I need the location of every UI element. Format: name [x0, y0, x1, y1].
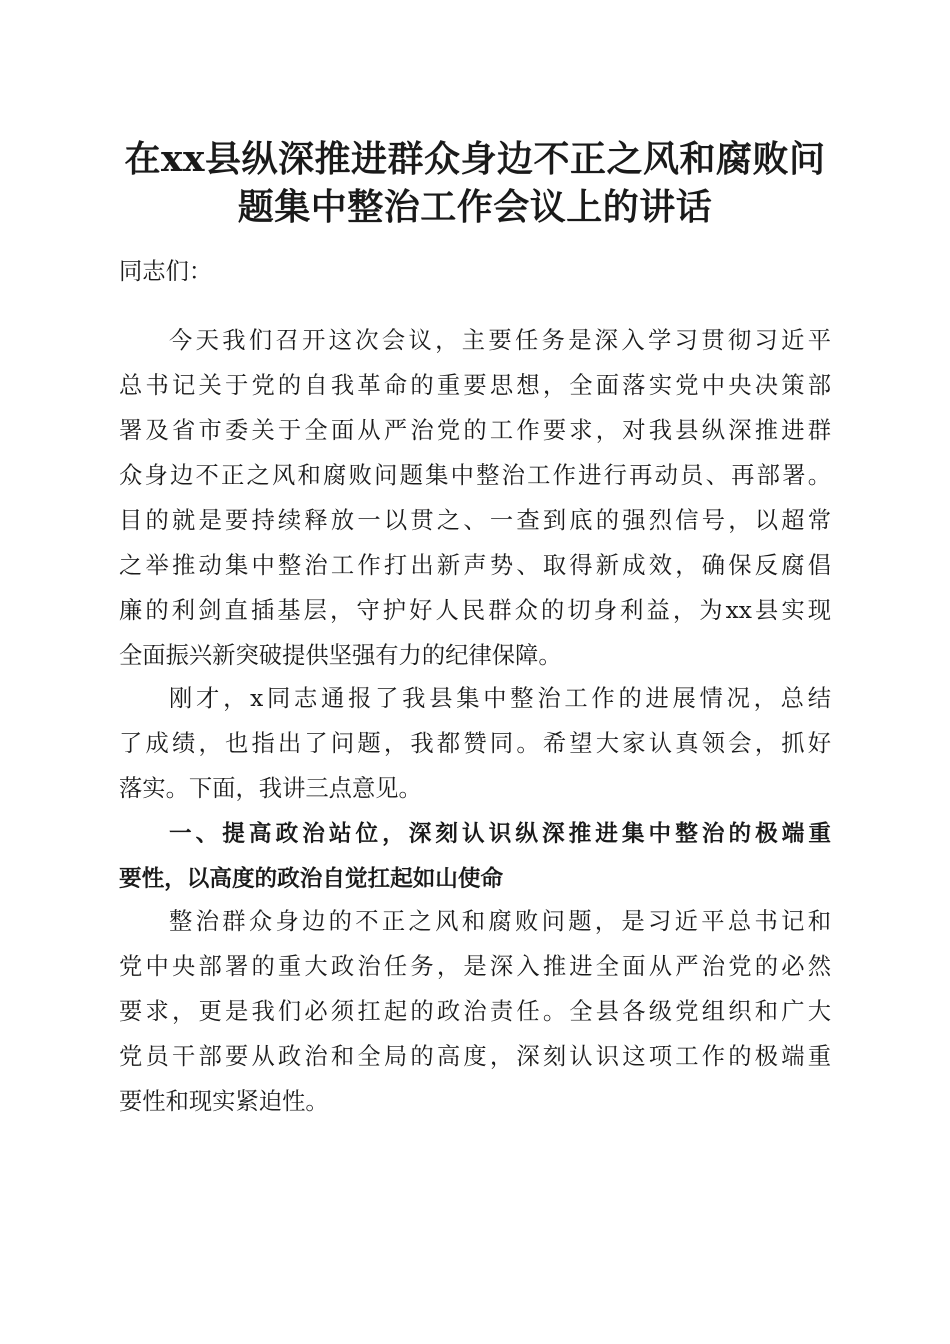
paragraph-3-line: 整治群众身边的不正之风和腐败问题，是习近平总书记和: [169, 908, 831, 935]
paragraph-3-line: 党员干部要从政治和全局的高度，深刻认识这项工作的极端重: [119, 1043, 831, 1070]
paragraph-3-line: 党中央部署的重大政治任务，是深入推进全面从严治党的必然: [119, 953, 831, 980]
paragraph-1-line: 总书记关于党的自我革命的重要思想，全面落实党中央决策部: [119, 372, 831, 399]
paragraph-3-line: 要求，更是我们必须扛起的政治责任。全县各级党组织和广大: [119, 998, 831, 1025]
paragraph-3-line: 要性和现实紧迫性。: [119, 1088, 329, 1115]
document-title-line-1: 在xx县纵深推进群众身边不正之风和腐败问: [124, 138, 826, 180]
paragraph-1-line: 署及省市委关于全面从严治党的工作要求，对我县纵深推进群: [119, 417, 831, 444]
paragraph-1-line: 目的就是要持续释放一以贯之、一查到底的强烈信号，以超常: [119, 507, 831, 534]
paragraph-2-line: 落实。下面，我讲三点意见。: [119, 775, 422, 802]
paragraph-2-line: 刚才，x同志通报了我县集中整治工作的进展情况，总结: [169, 685, 831, 712]
paragraph-1-line: 众身边不正之风和腐败问题集中整治工作进行再动员、再部署。: [119, 462, 831, 489]
paragraph-1-line: 今天我们召开这次会议，主要任务是深入学习贯彻习近平: [169, 327, 831, 354]
salutation: 同志们：: [119, 258, 213, 285]
paragraph-1-line: 全面振兴新突破提供坚强有力的纪律保障。: [119, 642, 562, 669]
paragraph-1-line: 廉的利剑直插基层，守护好人民群众的切身利益，为xx县实现: [119, 597, 831, 624]
paragraph-2-line: 了成绩，也指出了问题，我都赞同。希望大家认真领会，抓好: [119, 730, 831, 757]
section-heading-line: 一、提高政治站位，深刻认识纵深推进集中整治的极端重: [169, 821, 831, 847]
document-title-line-2: 题集中整治工作会议上的讲话: [237, 186, 713, 228]
section-heading-line: 要性，以高度的政治自觉扛起如山使命: [119, 866, 504, 892]
paragraph-1-line: 之举推动集中整治工作打出新声势、取得新成效，确保反腐倡: [119, 552, 831, 579]
